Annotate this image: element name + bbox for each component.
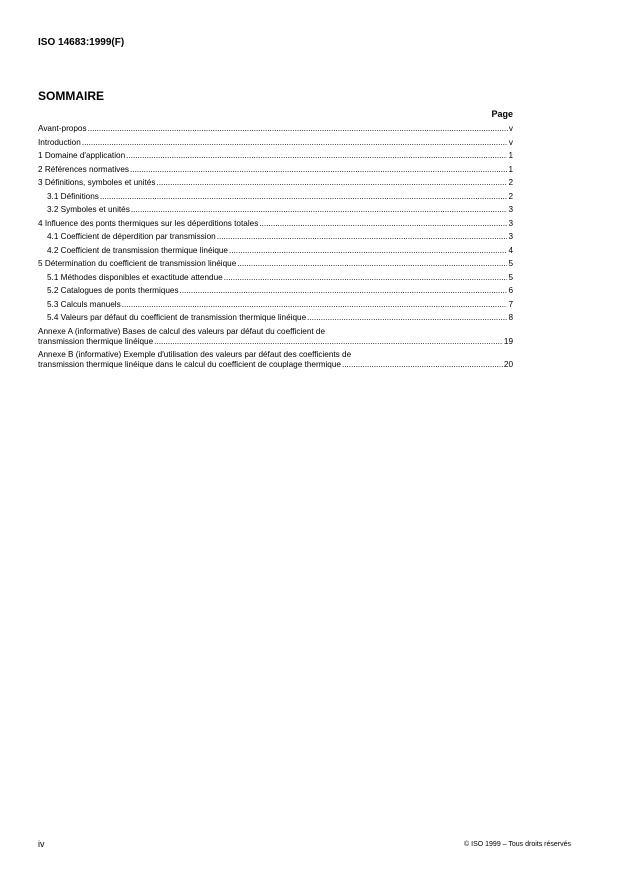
leader-dots (224, 273, 508, 283)
toc-entry-page: 3 (508, 232, 513, 241)
toc-entry-page: 3 (508, 218, 513, 228)
toc-annex-title: Annexe B (informative) Exemple d'utilisation des valeurs par défaut des coefficients de (38, 350, 352, 359)
toc-entry-label: 1 Domaine d'application (38, 151, 126, 160)
toc-entry-page: 5 (508, 272, 513, 282)
leader-dots (229, 246, 507, 256)
toc-entry-page: 8 (508, 313, 513, 322)
toc-subentry[interactable] (38, 246, 513, 256)
toc-entry-page: 1 (508, 151, 513, 160)
toc-entry-label: Introduction (38, 137, 81, 147)
toc-entry-page: 5 (508, 259, 513, 268)
leader-dots (307, 313, 507, 323)
leader-dots (82, 138, 508, 148)
toc-annex-a[interactable] (38, 327, 513, 347)
toc-entry-label: 4.2 Coefficient de transmission thermique linéique (47, 245, 228, 255)
toc-subentry[interactable] (38, 192, 513, 202)
leader-dots (259, 219, 507, 229)
page-number: iv (38, 839, 45, 849)
toc-subentry[interactable] (38, 205, 513, 215)
leader-dots (217, 232, 508, 242)
toc-subentry[interactable] (38, 313, 513, 323)
copyright-notice: © ISO 1999 – Tous droits réservés (464, 841, 571, 848)
toc-entry[interactable] (38, 124, 513, 134)
table-of-contents (38, 124, 513, 374)
toc-entry-label: Avant-propos (38, 124, 87, 133)
toc-annex-title: Annexe A (informative) Bases de calcul des valeurs par défaut du coefficient de (38, 326, 326, 336)
leader-dots (122, 300, 508, 310)
leader-dots (180, 286, 508, 296)
leader-dots (100, 192, 508, 202)
toc-annex-b[interactable] (38, 350, 513, 370)
leader-dots (237, 259, 507, 269)
toc-annex-title-cont: transmission thermique linéique dans le calcul du coefficient de couplage thermique (38, 360, 341, 369)
toc-entry-label: 4 Influence des ponts thermiques sur les déperditions totales (38, 218, 259, 228)
toc-subentry[interactable] (38, 300, 513, 310)
toc-entry[interactable] (38, 165, 513, 175)
toc-entry-page: 2 (508, 178, 513, 187)
toc-entry-page: 6 (508, 286, 513, 295)
page-column-label: Page (491, 109, 513, 119)
toc-entry[interactable] (38, 178, 513, 188)
toc-entry[interactable] (38, 151, 513, 161)
toc-subentry[interactable] (38, 232, 513, 242)
toc-entry[interactable] (38, 138, 513, 148)
leader-dots (126, 151, 507, 161)
toc-entry-page: v (508, 137, 513, 147)
toc-heading: SOMMAIRE (38, 89, 104, 103)
toc-subentry[interactable] (38, 273, 513, 283)
toc-entry-label: 4.1 Coefficient de déperdition par transmission (47, 232, 216, 241)
toc-entry-page: 3 (508, 205, 513, 214)
toc-entry-page: 1 (508, 164, 513, 174)
toc-entry-label: 3.2 Symboles et unités (47, 205, 130, 214)
toc-entry-label: 3.1 Définitions (47, 191, 99, 201)
toc-entry-page: 7 (508, 299, 513, 309)
leader-dots (156, 178, 507, 188)
leader-dots (154, 337, 503, 347)
toc-subentry[interactable] (38, 286, 513, 296)
toc-entry-page: 19 (503, 336, 513, 346)
leader-dots (342, 360, 503, 370)
toc-entry-label: 2 Références normatives (38, 164, 130, 174)
toc-entry-label: 5.2 Catalogues de ponts thermiques (47, 286, 179, 295)
toc-entry-label: 3 Définitions, symboles et unités (38, 178, 156, 187)
toc-entry-label: 5.1 Méthodes disponibles et exactitude attendue (47, 272, 223, 282)
toc-entry-label: 5 Détermination du coefficient de transmission linéique (38, 259, 237, 268)
document-id: ISO 14683:1999(F) (38, 37, 125, 48)
toc-entry-label: 5.3 Calculs manuels (47, 299, 121, 309)
toc-entry-page: 4 (508, 245, 513, 255)
toc-annex-title-cont: transmission thermique linéique (38, 336, 154, 346)
toc-entry-page: 20 (503, 360, 513, 369)
toc-entry[interactable] (38, 259, 513, 269)
leader-dots (130, 165, 507, 175)
toc-entry-label: 5.4 Valeurs par défaut du coefficient de transmission thermique linéique (47, 313, 307, 322)
toc-entry-page: v (508, 124, 513, 133)
toc-entry[interactable] (38, 219, 513, 229)
leader-dots (131, 205, 508, 215)
leader-dots (88, 124, 508, 134)
toc-entry-page: 2 (508, 191, 513, 201)
